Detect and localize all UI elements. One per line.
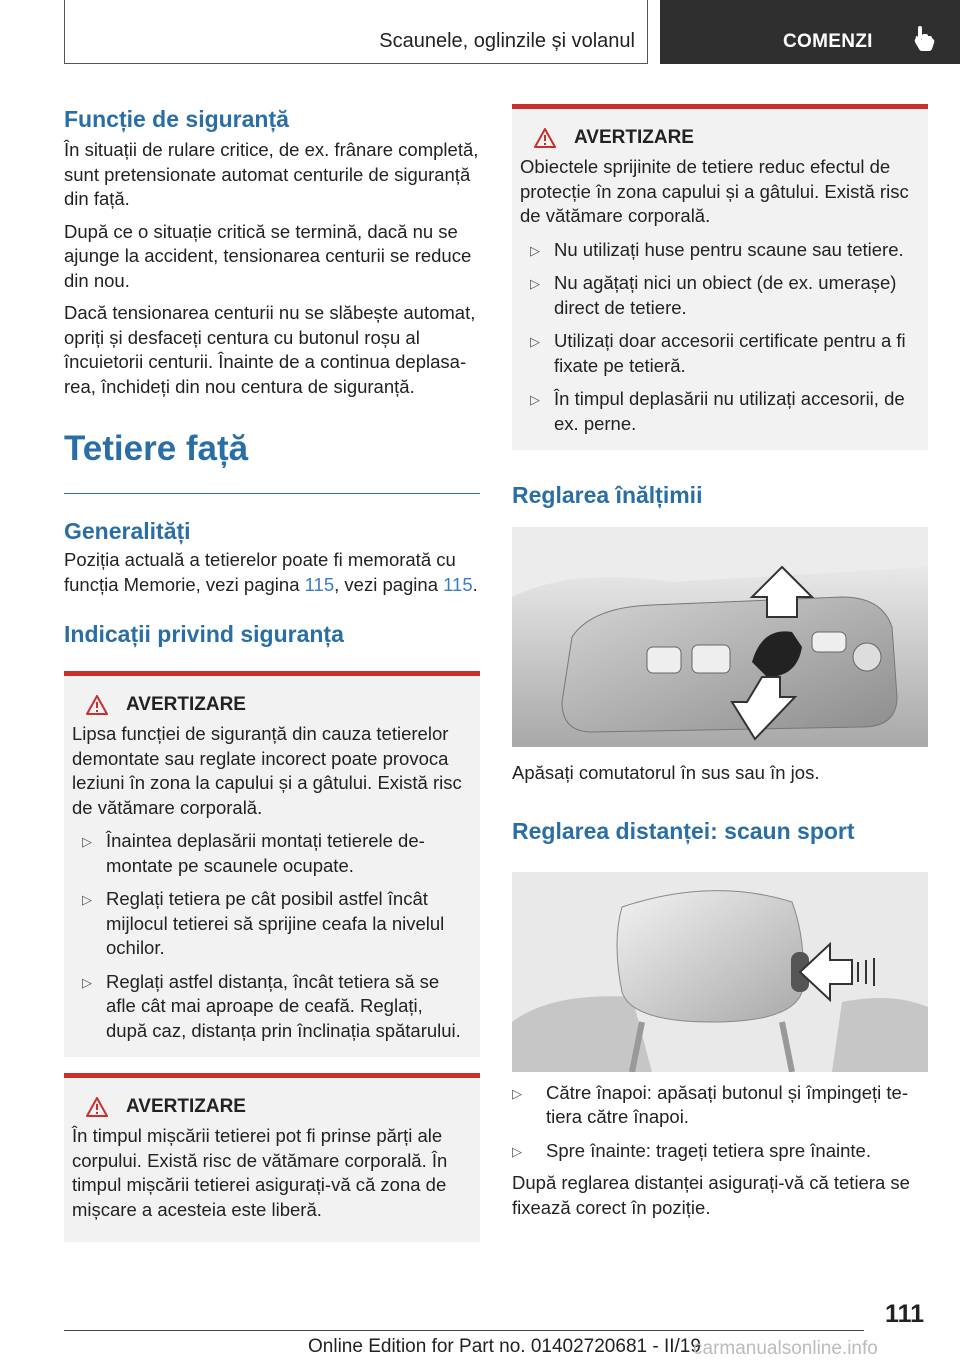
list-item: ▷ Înaintea deplasării montați tetierele demontate pe scaunele ocupate.	[82, 830, 425, 876]
safety-info-heading: Indicații privind siguranța	[64, 621, 344, 647]
warning-box-3	[512, 104, 928, 450]
watermark-logo: carmanualsonline.info	[693, 1338, 878, 1359]
warning-title-2	[72, 1096, 466, 1118]
warning-list-1	[72, 829, 466, 1043]
header-section-box	[64, 0, 648, 64]
warning-title-text-2: AVERTIZARE	[126, 1096, 246, 1117]
page-link-1[interactable]: 115	[304, 573, 335, 595]
warning-title-1	[72, 694, 466, 716]
warning-triangle-icon	[534, 128, 556, 148]
warning-triangle-icon	[86, 695, 108, 715]
distance-heading: Reglarea distanței: scaun sport	[512, 817, 855, 844]
safety-function-heading: Funcție de siguranță	[64, 106, 289, 132]
safety-function-p2: După ce o situație critică se termină, dacă nu se ajunge la accident, tensionarea centurii se reduce din nou.	[64, 220, 472, 291]
edition-text: Online Edition for Part no. 01402720681 - II/19	[308, 1336, 701, 1357]
general-paragraph	[64, 548, 480, 597]
distance-list	[512, 1081, 928, 1164]
general-text-1: Poziția actuală a tetierelor poate fi memorată cu funcția Memorie, vezi pagina	[64, 549, 456, 595]
height-caption: Apăsați comutatorul în sus sau în jos.	[512, 762, 820, 783]
heading-rule	[64, 493, 480, 494]
list-item: ▷ Către înapoi: apăsați butonul și împingeți tetiera către înapoi.	[512, 1081, 908, 1127]
chapter-tab-label: COMENZI	[783, 31, 873, 52]
warning-text-2: În timpul mișcării tetierei pot fi prinse părți ale corpului. Există risc de vătămare corporală. În timpul mișcării tetierei asigurați-vă că zona de mișcare a acesteia este liberă.	[72, 1125, 448, 1220]
warning-text-3: Obiectele sprijinite de tetiere reduc efectul de protecție în zona capului și a gâtului. Există risc de vătămare corporală.	[520, 156, 909, 226]
left-column	[64, 104, 480, 1242]
distance-note: După reglarea distanței asigurați-vă că tetiera se fixează corect în poziție.	[512, 1172, 910, 1218]
list-item: ▷ Nu agățați nici un obiect (de ex. umerașe) direct de tetiere.	[530, 272, 897, 318]
footer-rule	[64, 1330, 864, 1331]
general-heading: Generalități	[64, 518, 191, 544]
list-item: ▷ În timpul deplasării nu utilizați accesorii, de ex. perne.	[530, 388, 905, 434]
right-column	[512, 104, 928, 1220]
general-text-2: , vezi pagina	[334, 573, 444, 595]
list-item: ▷ Spre înainte: trageți tetiera spre înainte.	[512, 1139, 871, 1161]
warning-text-1: Lipsa funcției de siguranță din cauza tetierelor demontate sau reglate incorect poate provoca leziuni în zona la capului și a gâtului. Există risc de vătămare corporală.	[72, 723, 462, 818]
warning-title-text-3: AVERTIZARE	[574, 127, 694, 148]
list-item: ▷ Reglați astfel distanța, încât tetiera să se afle cât mai aproape de ceafă. Reglați, după caz, distanța prin înclinația spătarului.	[82, 970, 461, 1041]
front-headrests-heading: Tetiere față	[64, 429, 249, 468]
height-heading: Reglarea înălțimii	[512, 482, 703, 508]
list-item: ▷ Nu utilizați huse pentru scaune sau tetiere.	[530, 238, 904, 260]
safety-function-p1: În situații de rulare critice, de ex. frânare completă, sunt pretensionate automat centurile de siguranță din față.	[64, 139, 479, 209]
warning-title-3	[520, 127, 914, 149]
section-title: Scaunele, oglinzile și volanul	[379, 30, 635, 52]
warning-triangle-icon	[86, 1097, 108, 1117]
list-item: ▷ Utilizați doar accesorii certificate pentru a fi fixate pe tetieră.	[530, 330, 906, 376]
chapter-tab[interactable]	[660, 0, 960, 64]
page-number: 111	[885, 1300, 924, 1328]
warning-box-2	[64, 1073, 480, 1242]
safety-function-p3: Dacă tensionarea centurii nu se slăbește automat, opriți și desfaceți centura cu butonul roșu al încuietorii centurii. Înainte de a continua deplasarea, închideți din nou centura de siguranță.	[64, 302, 476, 397]
list-item: ▷ Reglați tetiera pe cât posibil astfel încât mijlocul tetierei să sprijine ceafa la nivelul ochilor.	[82, 888, 445, 958]
warning-list-3	[520, 238, 914, 437]
page-link-2[interactable]: 115	[443, 573, 473, 595]
seat-switch-illustration	[512, 527, 928, 747]
general-text-3: .	[472, 573, 478, 595]
warning-title-text-1: AVERTIZARE	[126, 694, 246, 715]
pointing-hand-icon	[913, 26, 935, 57]
warning-box-1	[64, 671, 480, 1057]
headrest-illustration	[512, 872, 928, 1072]
